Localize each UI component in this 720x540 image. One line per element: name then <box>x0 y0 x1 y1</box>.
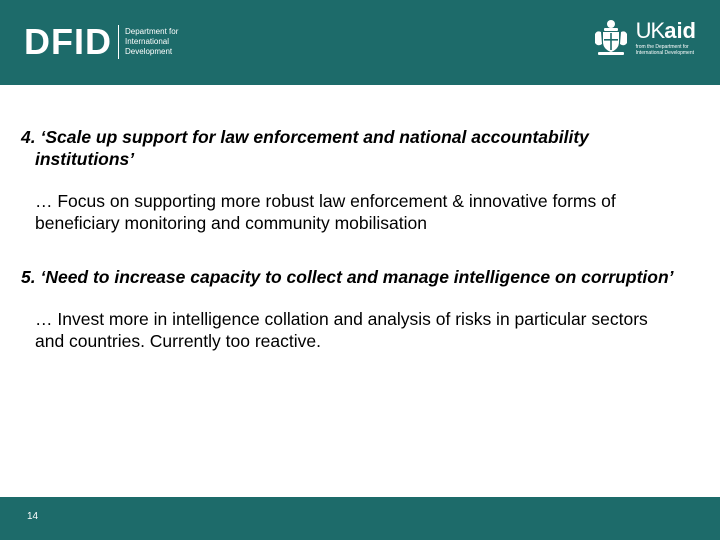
ukaid-sub-line: from the Department for <box>635 44 689 50</box>
page-number: 14 <box>27 511 39 522</box>
point-block <box>21 126 681 234</box>
slide-body <box>21 126 681 352</box>
logo-divider <box>118 25 119 59</box>
point-heading: 5. ‘Need to increase capacity to collect and manage intelligence on corruption’ <box>21 267 674 287</box>
dfid-dept-line: International <box>125 37 170 46</box>
dfid-dept-line: Department for <box>125 27 179 36</box>
point-block <box>21 266 681 352</box>
dfid-logo-text: DFID <box>24 21 112 62</box>
ukaid-subtitle <box>636 44 696 56</box>
point-detail: … Invest more in intelligence collation and analysis of risks in particular sectors and countries. Currently too reactive. <box>35 309 648 351</box>
footer-bar <box>0 497 720 540</box>
dfid-department-text <box>125 27 178 57</box>
dfid-dept-line: Development <box>125 47 173 56</box>
ukaid-logo <box>592 18 696 58</box>
ukaid-text <box>636 20 696 56</box>
ukaid-wordmark <box>636 20 696 42</box>
dfid-logo <box>24 23 178 61</box>
ukaid-sub-line: International Development <box>635 50 695 56</box>
royal-crest-icon <box>592 18 630 58</box>
ukaid-aid: aid <box>664 18 696 43</box>
ukaid-uk: UK <box>635 18 665 43</box>
point-heading: 4. ‘Scale up support for law enforcement and national accountability institutions’ <box>21 127 589 169</box>
point-detail: … Focus on supporting more robust law enforcement & innovative forms of beneficiary monitoring and community mobilisation <box>35 191 616 233</box>
header-bar <box>0 0 720 85</box>
